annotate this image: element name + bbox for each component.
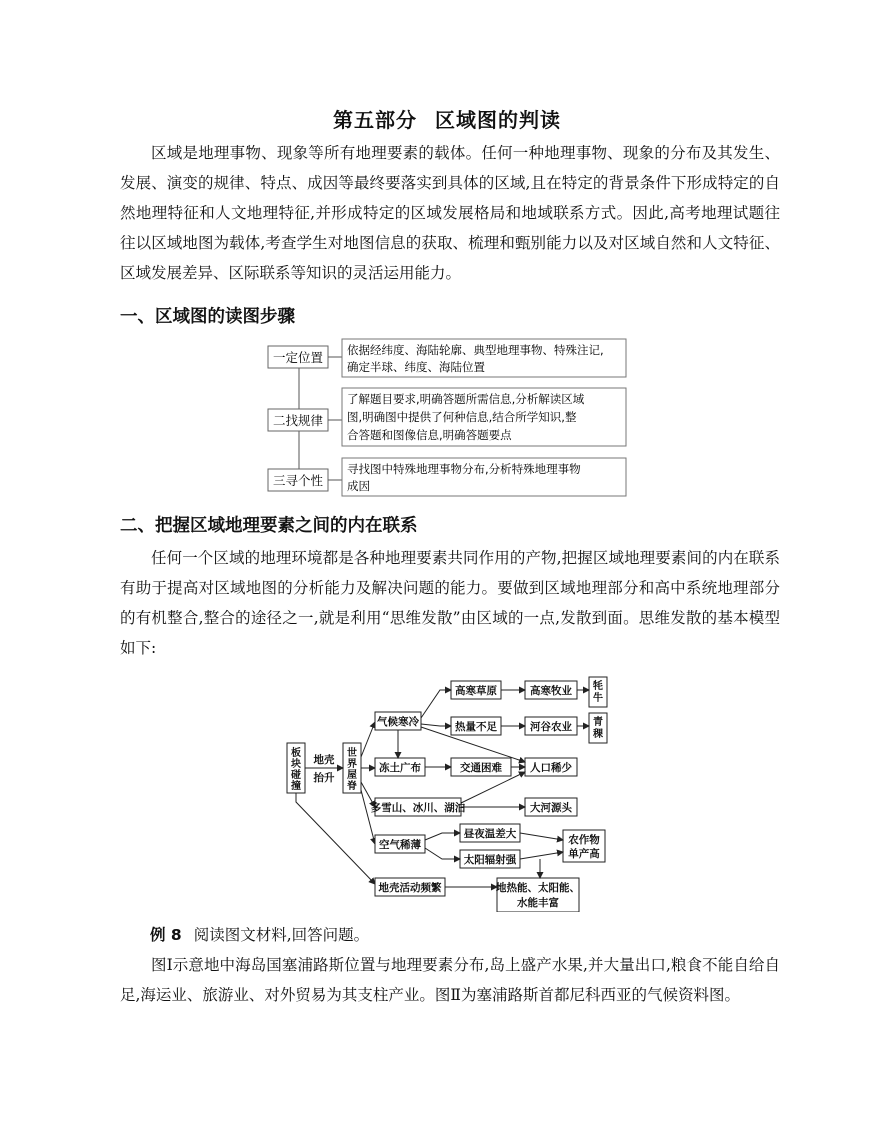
temp-range-label: 昼夜温差大 [463,828,517,840]
step-1-label: 一定位置 [272,350,324,365]
reading-steps-diagram [0,334,894,504]
step-3-line-2: 成因 [347,479,370,493]
river-source-label: 大河源头 [530,802,572,814]
yak-label: 牦牛 [593,681,603,704]
example-text: 阅读图文材料,回答问题。 [193,926,370,944]
barley-label: 青稞 [593,717,603,740]
section2-paragraph: 任何一个区域的地理环境都是各种地理要素共同作用的产物,把握区域地理要素间的内在联系有助于提高对区域地图的分析能力及解决问题的能力。要做到区域地理部分和高中系统地理部分的有机整合,整合的途径之一,就是利用“思维发散”由区域的一点,发散到面。思维发散的基本模型如下: [120,549,780,657]
title-main: 第五部分 [333,108,417,132]
step-2-line-2: 图,明确图中提供了何种信息,结合所学知识,整 [347,410,577,424]
section2-heading: 二、把握区域地理要素之间的内在联系 [120,516,418,536]
world-roof-label: 世界屋脊 [347,748,357,792]
step-3-label: 三寻个性 [272,473,324,488]
divergence-model-diagram [0,672,894,912]
uplift-label-2: 抬升 [313,772,335,784]
step-3-line-1: 寻找图中特殊地理事物分布,分析特殊地理事物 [347,462,581,476]
step-2-label: 二找规律 [272,413,324,428]
page-title [0,104,894,133]
cold-climate-label: 气候寒冷 [377,716,419,728]
title-sub: 区域图的判读 [435,108,561,132]
plate-collision-label: 板块碰撞 [291,748,301,792]
energy-label-1: 地热能、太阳能、 [496,882,580,894]
intro-paragraph: 区域是地理事物、现象等所有地理要素的载体。任何一种地理事物、现象的分布及其发生、发展、演变的规律、特点、成因等最终要落实到具体的区域,且在特定的背景条件下形成特定的自然地理特征和人文地理特征,并形成特定的区域发展格局和地域联系方式。因此,高考地理试题往往以区域地图为载体,考查学生对地图信息的获取、梳理和甄别能力以及对区域自然和人文特征、区域发展差异、区际联系等知识的灵活运用能力。 [120,144,780,282]
crust-activity-label: 地壳活动频繁 [378,882,442,894]
solar-radiation-label: 太阳辐射强 [463,854,517,866]
valley-farming-label: 河谷农业 [530,721,572,733]
example-label: 例 8 [150,926,182,944]
energy-label-2: 水能丰富 [517,897,559,909]
crop-yield-label-1: 农作物 [568,834,600,846]
step-1-line-1: 依据经纬度、海陆轮廓、典型地理事物、特殊注记, [347,343,604,357]
example-intro [150,920,369,950]
step-2-line-1: 了解题目要求,明确答题所需信息,分析解读区域 [347,392,585,406]
thin-air-label: 空气稀薄 [379,839,421,851]
crop-yield-label-2: 单产高 [568,848,600,860]
alpine-herding-label: 高寒牧业 [530,685,572,697]
step-2-line-3: 合答题和图像信息,明确答题要点 [347,428,512,442]
frozen-soil-label: 冻土广布 [379,762,421,774]
heat-shortage-label: 热量不足 [455,721,497,733]
example-body-paragraph: 图Ⅰ示意地中海岛国塞浦路斯位置与地理要素分布,岛上盛产水果,并大量出口,粮食不能自给自足,海运业、旅游业、对外贸易为其支柱产业。图Ⅱ为塞浦路斯首都尼科西亚的气候资料图。 [120,956,780,1004]
step-1-line-2: 确定半球、纬度、海陆位置 [347,360,485,374]
alpine-grassland-label: 高寒草原 [455,685,497,697]
uplift-label-1: 地壳 [313,754,335,766]
section1-heading: 一、区域图的读图步骤 [120,307,295,327]
sparse-population-label: 人口稀少 [530,762,572,774]
transport-difficulty-label: 交通困难 [460,762,502,774]
snow-glacier-lake-label: 多雪山、冰川、湖泊 [370,802,466,814]
